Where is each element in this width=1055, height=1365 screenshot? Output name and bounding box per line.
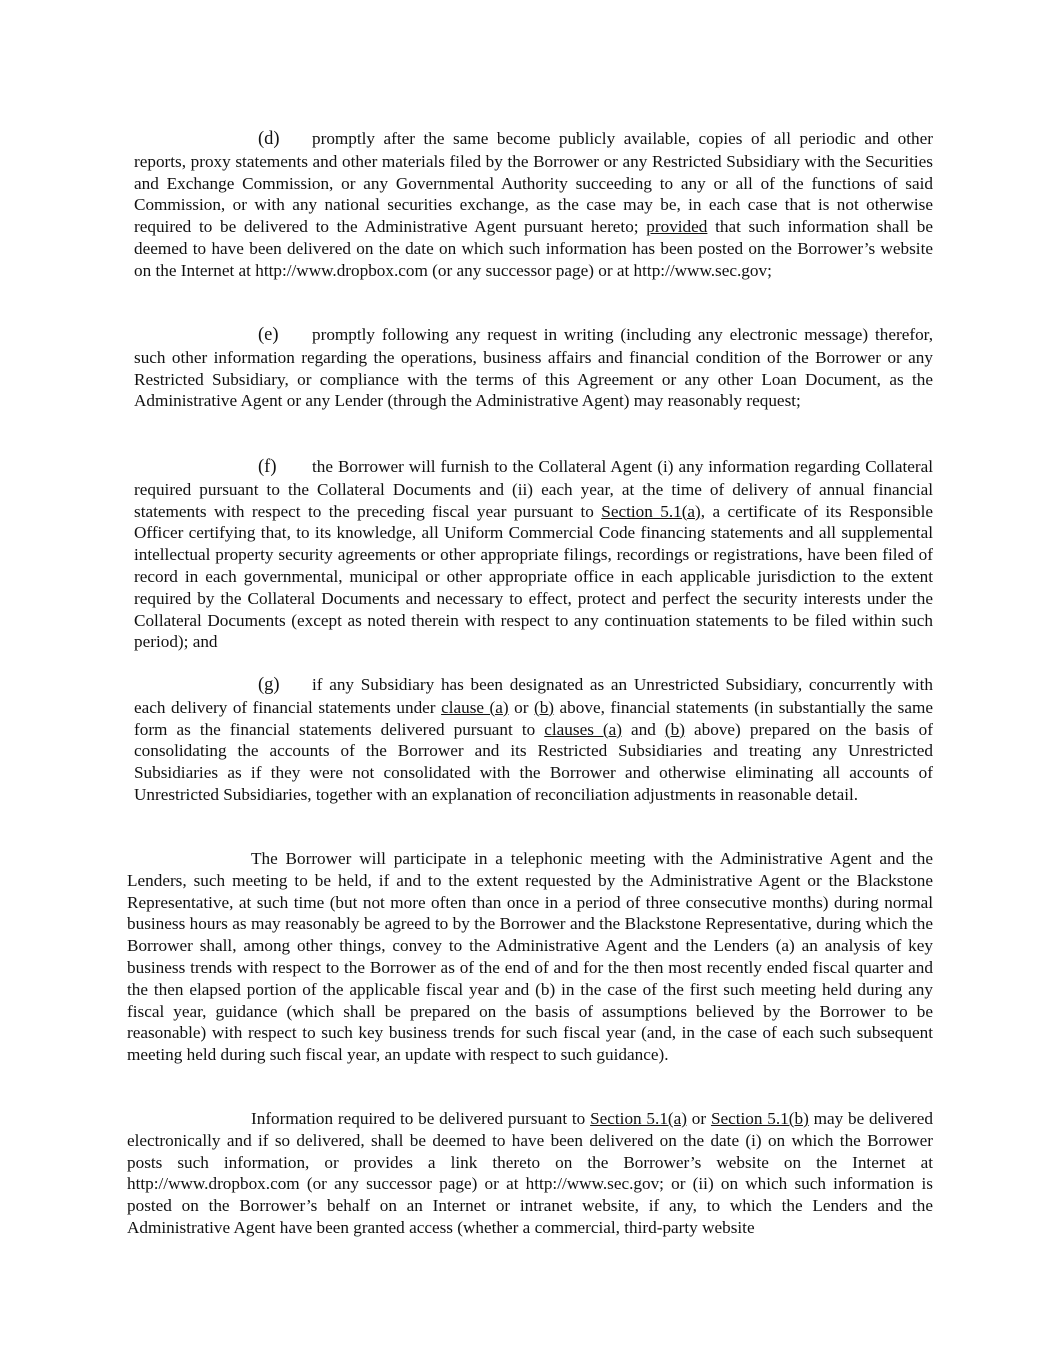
paragraph-info-text-2: may be delivered electronically and if so delivered, shall be deemed to have been delivered on the date (i) on which the Borrower posts such information, or provides a link thereto on the Borrower’s website on the Internet at http://www.dropbox.com (or any successor page) or at http://www.sec.gov; or (ii) on which such information is posted on the Borrower’s behalf on an Internet or intranet website, if any, to which the Lenders and the Administrative Agent have been granted access (whether a commercial, third-party website <box>127 1109 933 1237</box>
clause-label-d: (d) <box>258 129 280 149</box>
section-reference: Section 5.1(a) <box>590 1109 687 1128</box>
paragraph-info-text-1: Information required to be delivered pursuant to <box>251 1109 591 1128</box>
paragraph-information <box>127 1108 933 1239</box>
clause-label-g: (g) <box>258 675 280 695</box>
clause-reference: (b) <box>533 697 555 717</box>
section-reference: Section 5.1(a) <box>601 501 701 521</box>
paragraph-f <box>134 456 933 653</box>
clause-reference: (b) <box>664 719 685 739</box>
paragraph-g-text-2: above, financial statements (in substantially the same form as the financial statements delivered pursuant to <box>134 697 933 739</box>
paragraph-d-text-1: promptly after the same become publicly available, copies of all periodic and other reports, proxy statements and other materials filed by the Borrower or any Restricted Subsidiary with the Securities and Exchange Commission, or any Governmental Authority succeeding to any or all of the functions of said Commission, or with any national securities exchange, as the case may be, in each case that is not otherwise required to be delivered to the Administrative Agent pursuant hereto; <box>134 129 933 237</box>
connector-text: or <box>687 1109 711 1128</box>
paragraph-meeting-text: The Borrower will participate in a telephonic meeting with the Administrative Agent and the Lenders, such meeting to be held, if and to the extent requested by the Administrative Agent or the Blackstone Representative, at such time (but not more often than once in a period of three consecutive months) during normal business hours as may reasonably be agreed to by the Borrower and the Blackstone Representative, during which the Borrower shall, among other things, convey to the Administrative Agent and the Lenders (a) an analysis of key business trends with respect to the Borrower as of the end of and for the then most recently ended fiscal quarter and the then elapsed portion of the applicable fiscal year and (b) in the case of the first such meeting held during any fiscal year, guidance (which shall be prepared on the basis of assumptions believed by the Borrower to be reasonable) with respect to such key business trends for such fiscal year (and, in the case of each such subsequent meeting held during such fiscal year, an update with respect to such guidance). <box>127 849 933 1065</box>
paragraph-e-text: promptly following any request in writing (including any electronic message) therefor, such other information regarding the operations, business affairs and financial condition of the Borrower or any Restricted Subsidiary, or compliance with the terms of this Agreement or any other Loan Document, as the Administrative Agent or any Lender (through the Administrative Agent) may reasonably request; <box>134 325 933 411</box>
clause-label-f: (f) <box>258 457 277 477</box>
paragraph-e <box>134 324 933 412</box>
clause-reference: clauses (a) <box>544 719 623 739</box>
connector-text: and <box>622 719 665 739</box>
clause-label-e: (e) <box>258 325 279 345</box>
section-reference: Section 5.1(b) <box>710 1109 809 1128</box>
provided-term: provided <box>646 217 708 237</box>
clause-reference: clause (a) <box>441 697 509 717</box>
connector-text: or <box>508 697 534 717</box>
paragraph-g <box>134 674 933 806</box>
paragraph-f-text-1: the Borrower will furnish to the Collateral Agent (i) any information regarding Collateral required pursuant to the Collateral Documents and (ii) each year, at the time of delivery of annual financial statements with respect to the preceding fiscal year pursuant to <box>134 457 933 521</box>
paragraph-d <box>134 128 933 282</box>
paragraph-f-text-2: , a certificate of its Responsible Officer certifying that, to its knowledge, all Uniform Commercial Code financing statements and all supplemental intellectual property security agreements or other appropriate filings, recordings or registrations, have been filed of record in each governmental, municipal or other appropriate office in each applicable jurisdiction to the extent required by the Collateral Documents and necessary to effect, protect and perfect the security interests under the Collateral Documents (except as noted therein with respect to any continuation statements to be filed within such period); and <box>134 501 933 652</box>
paragraph-g-text-1: if any Subsidiary has been designated as an Unrestricted Subsidiary, concurrently with each delivery of financial statements under <box>134 675 933 717</box>
paragraph-d-text-2: that such information shall be deemed to have been delivered on the date on which such information has been posted on the Borrower’s website on the Internet at http://www.dropbox.com (or any successor page) or at http://www.sec.gov; <box>134 217 933 280</box>
paragraph-g-text-3: above) prepared on the basis of consolidating the accounts of the Borrower and its Restricted Subsidiaries and treating any Unrestricted Subsidiaries as if they were not consolidated with the Borrower and otherwise eliminating all accounts of Unrestricted Subsidiaries, together with an explanation of reconciliation adjustments in reasonable detail. <box>134 719 933 804</box>
paragraph-meeting <box>127 848 933 1066</box>
